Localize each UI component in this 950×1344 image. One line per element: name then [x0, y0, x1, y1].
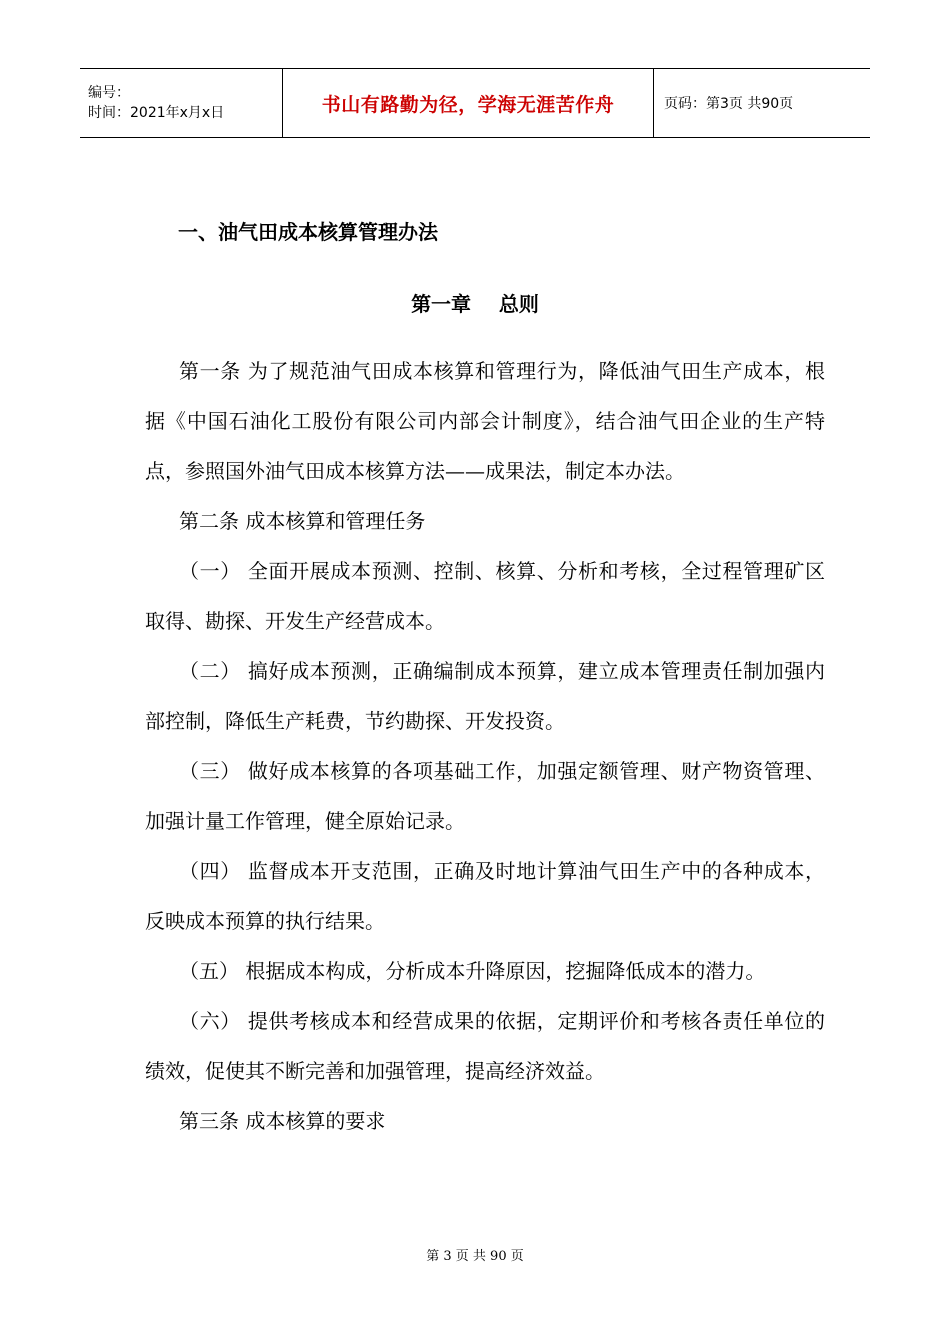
document-body	[145, 346, 825, 1146]
paragraph-article-2: 第二条 成本核算和管理任务	[179, 509, 426, 533]
page-footer: 第 3 页 共 90 页	[426, 1249, 524, 1264]
header-motto: 书山有路勤为径，学海无涯苦作舟	[321, 93, 615, 116]
paragraph-item-2: （二） 搞好成本预测，正确编制成本预算，建立成本管理责任制加强内部控制，降低生产耗费，节约勘探、开发投资。	[145, 659, 825, 733]
paragraph-item-4: （四） 监督成本开支范围，正确及时地计算油气田生产中的各种成本，反映成本预算的执行结果。	[145, 859, 825, 933]
document-number-label: 编号：	[88, 85, 130, 101]
paragraph-article-1: 第一条 为了规范油气田成本核算和管理行为，降低油气田生产成本，根据《中国石油化工股份有限公司内部会计制度》，结合油气田企业的生产特点，参照国外油气田成本核算方法——成果法，制定本办法。	[145, 359, 825, 483]
header-page-cell	[654, 69, 870, 137]
chapter-title: 第一章 总则	[411, 292, 539, 316]
paragraph-item-3: （三） 做好成本核算的各项基础工作，加强定额管理、财产物资管理、加强计量工作管理，健全原始记录。	[145, 759, 825, 833]
page-header	[80, 68, 870, 138]
section-title: 一、油气田成本核算管理办法	[178, 220, 438, 244]
paragraph-item-5: （五） 根据成本构成，分析成本升降原因，挖掘降低成本的潜力。	[179, 959, 766, 983]
header-meta	[80, 69, 282, 137]
document-date-label: 时间：2021年x月x日	[88, 105, 225, 121]
paragraph-article-3: 第三条 成本核算的要求	[179, 1109, 386, 1133]
header-motto-cell	[282, 69, 654, 137]
paragraph-item-6: （六） 提供考核成本和经营成果的依据，定期评价和考核各责任单位的绩效，促使其不断完善和加强管理，提高经济效益。	[145, 1009, 825, 1083]
header-page-label: 页码：第3页 共90页	[664, 96, 794, 112]
paragraph-item-1: （一） 全面开展成本预测、控制、核算、分析和考核，全过程管理矿区取得、勘探、开发生产经营成本。	[145, 559, 825, 633]
